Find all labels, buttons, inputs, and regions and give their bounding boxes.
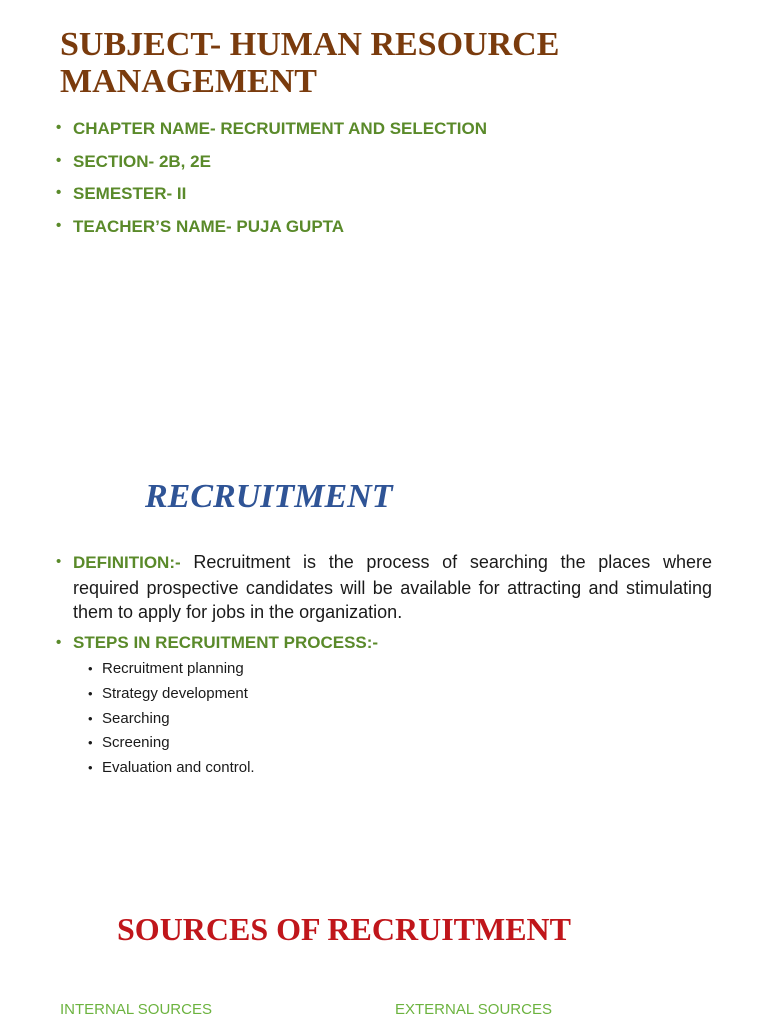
step-item: • Searching	[88, 708, 255, 733]
section-item: • SECTION- 2B, 2E	[56, 147, 487, 180]
intro-bullet-list	[56, 114, 487, 244]
external-sources-label: EXTERNAL SOURCES	[395, 1001, 552, 1018]
definition-label: DEFINITION:-	[73, 553, 181, 572]
teacher-name-item: • TEACHER’S NAME- PUJA GUPTA	[56, 212, 487, 245]
step-item: • Recruitment planning	[88, 658, 255, 683]
definition-block	[56, 550, 712, 625]
step-item: • Strategy development	[88, 683, 255, 708]
semester-item: • SEMESTER- II	[56, 179, 487, 212]
recruitment-heading: RECRUITMENT	[145, 478, 393, 515]
internal-sources-label: INTERNAL SOURCES	[60, 1001, 212, 1018]
definition-text: Recruitment is the process of searching the places where required prospective candidates will be available for attracting and stimulating them to apply for jobs in the organization.	[73, 552, 712, 622]
step-item: • Evaluation and control.	[88, 757, 255, 782]
steps-list	[88, 658, 255, 782]
chapter-name-item: • CHAPTER NAME- RECRUITMENT AND SELECTION	[56, 114, 487, 147]
definition-item	[56, 550, 712, 625]
subject-title: SUBJECT- HUMAN RESOURCE MANAGEMENT	[60, 26, 560, 100]
step-item: • Screening	[88, 732, 255, 757]
sources-heading: SOURCES OF RECRUITMENT	[117, 911, 571, 947]
steps-heading: • STEPS IN RECRUITMENT PROCESS:-	[56, 631, 378, 655]
